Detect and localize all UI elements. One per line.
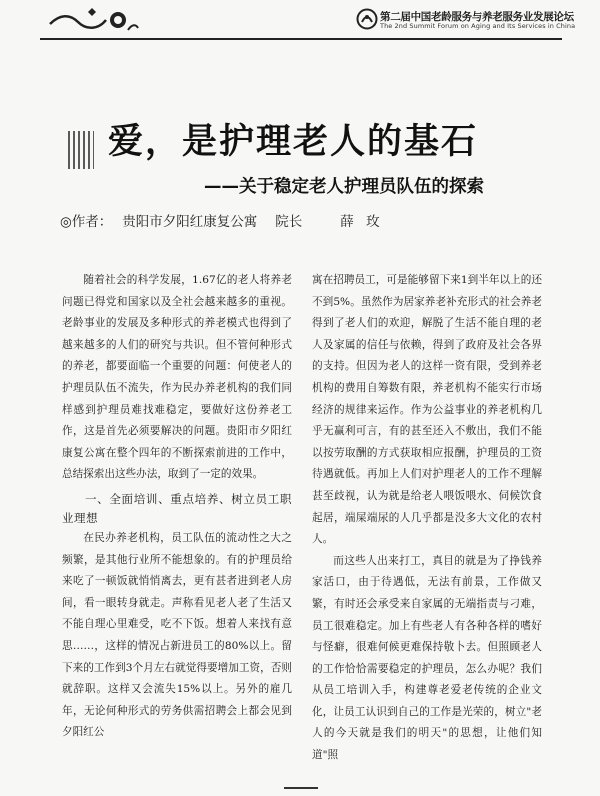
author-institution: 贵阳市夕阳红康复公寓 — [122, 214, 258, 230]
ornament-icon — [48, 6, 140, 36]
title-decoration — [68, 131, 94, 169]
header-divider — [40, 38, 562, 40]
article-subtitle: ——关于稳定老人护理员队伍的探索 — [204, 177, 484, 197]
author-role: 院长 — [275, 214, 303, 230]
article-title: 爱，是护理老人的基石 — [108, 122, 479, 162]
forum-name-en: The 2nd Summit Forum on Aging and Its Services in China — [380, 22, 576, 30]
section-paragraph: 在民办养老机构，员工队伍的流动性之大之频繁，是其他行业所不能想象的。有的护理员给来吃了一顿饭就悄悄离去，更有甚者进到老人房间，看一眼转身就走。声称看见老人老了生活又不能自理心里难受，吃不下饭。想着人来找有意思……，这样的情况占新进员工的80%以上。留下来的工作到3个月左右就觉得要增加工资，否则就辞职。这样又会流失15%以上。另外的雇几年，无论何种形式的劳务供需招聘会上都会见到夕阳红公 — [62, 531, 292, 739]
author-name: 薛 玫 — [340, 214, 384, 230]
forum-name-cn: 第二届中国老龄服务与养老服务业发展论坛 — [380, 11, 574, 23]
body-column-left — [62, 270, 292, 744]
body-paragraph: 而这些人出来打工，真目的就是为了挣钱养家活口，由于待遇低，无法有前景，工作做又繁，有时还会承受来自家属的无端指责与刁难，员工很难稳定。加上有些老人有各种各样的嗜好与怪癖，很难何候更难保持敬卜去。但照顾老人的工作恰恰需要稳定的护理员，怎么办呢？我们从员工培训入手，构建尊老爱老传统的企业文化，让员工认识到自己的工作是光荣的，树立"老人的今天就是我们的明天"的思想，让他们知道"照 — [312, 554, 542, 762]
page-footer-mark — [284, 787, 318, 789]
body-column-right — [312, 270, 542, 767]
byline-label: ◎作者： — [60, 214, 113, 230]
forum-logo-icon — [356, 8, 378, 30]
section-heading: 一、全面培训、重点培养、树立员工职业理想 — [62, 491, 292, 525]
byline — [60, 210, 480, 230]
intro-paragraph: 随着社会的科学发展，1.67亿的老人将养老问题已得党和国家以及全社会越来越多的重视。老龄事业的发展及多种形式的养老模式也得到了越来越多的人们的研究与共识。但不管何种形式的养老，都要面临一个重要的问题：何使老人的护理员队伍不流失，作为民办养老机构的我们同样感到护理员难找难稳定，要做好这份养老工作，这是首先必须要解决的问题。贵阳市夕阳红康复公寓在整个四年的不断探索前进的工作中，总结探索出这些办法，取到了一定的效果。 — [62, 274, 292, 481]
continuation-paragraph: 寓在招聘员工，可是能够留下来1到半年以上的还不到5%。虽然作为居家养老补充形式的社会养老得到了老人们的欢迎，解脱了生活不能自理的老人及家属的信任与依赖，得到了政府及社会各界的支持。但因为老人的这样一资有限，受到养老机构的费用自筹数有限，养老机构不能实行市场经济的规律来运作。作为公益事业的养老机构几乎无赢利可言，有的甚至还入不敷出，我们不能以按劳取酬的方式获取相应报酬，护理员的工资待遇就低。再加上人们对护理老人的工作不理解甚至歧视，认为就是给老人喂饭喂水、伺候饮食起居，端屎端尿的人几乎都是没多大文化的农村人。 — [312, 274, 542, 546]
